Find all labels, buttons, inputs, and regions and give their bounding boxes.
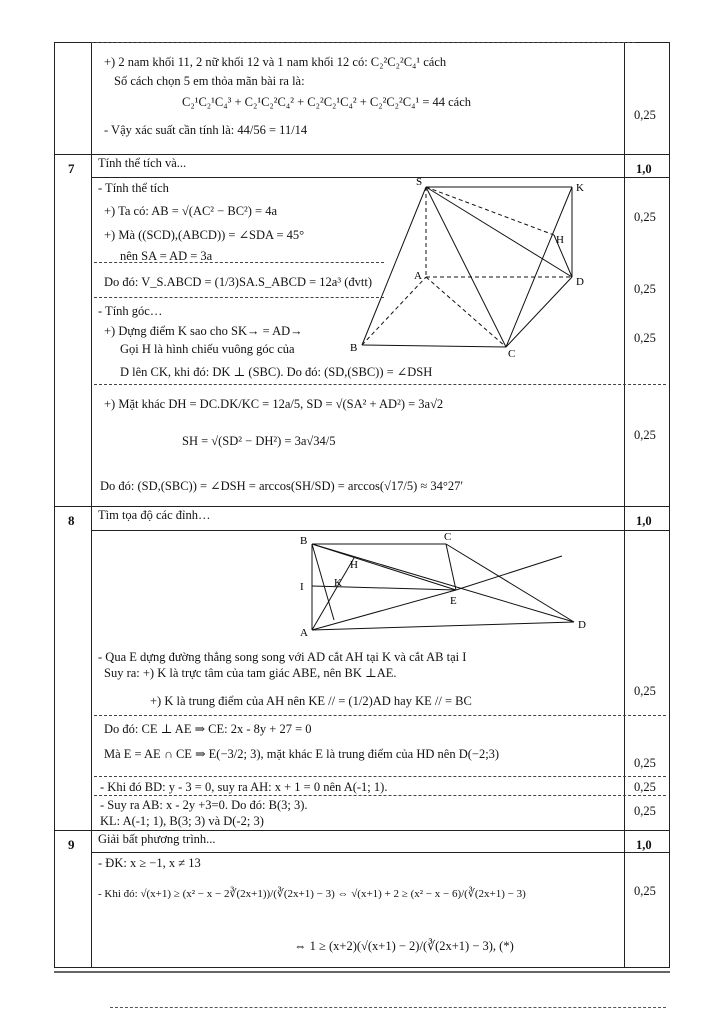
s7-l3: +) Mà ((SCD),(ABCD)) = ∠SDA = 45° <box>104 228 305 242</box>
s7-l11: SH = √(SD² − DH²) = 3a√34/5 <box>182 434 336 448</box>
row-divider-9 <box>54 830 670 831</box>
s8-score-2: 0,25 <box>634 756 656 770</box>
s9-score: 0,25 <box>634 884 656 898</box>
pyramid-figure <box>344 177 594 357</box>
s7-l6: - Tính góc… <box>98 304 163 318</box>
s6-score: 0,25 <box>634 108 656 122</box>
row-divider-8 <box>54 506 670 507</box>
s8-l5: Mà E = AE ∩ CE ⇒ E(−3/2; 3), mặt khác E là trung điểm của HD nên D(−2;3) <box>104 747 500 761</box>
dash-s7-2 <box>94 297 384 298</box>
s7-l8: Gọi H là hình chiếu vuông góc của <box>120 342 295 356</box>
fig8-label-d: D <box>578 619 586 631</box>
s7-l9: D lên CK, khi đó: DK ⊥ (SBC). Do đó: (SD,(SBC)) = ∠DSH <box>120 365 433 379</box>
s7-score-4: 0,25 <box>634 428 656 442</box>
s7-score-1: 0,25 <box>634 210 656 224</box>
fig7-label-h: H <box>556 234 564 246</box>
fig8-label-e: E <box>450 595 457 607</box>
s8-score-4: 0,25 <box>634 804 656 818</box>
s7-l1: - Tính thể tích <box>98 181 169 195</box>
s9-l1: - ĐK: x ≥ −1, x ≠ 13 <box>98 856 201 870</box>
s8-l6: - Khi đó BD: y - 3 = 0, suy ra AH: x + 1 = 0 nên A(-1; 1). <box>100 780 388 794</box>
fig7-label-a: A <box>414 270 422 282</box>
fig7-label-c: C <box>508 348 516 357</box>
s8-l2: Suy ra: +) K là trực tâm của tam giác ABE, nên BK ⊥AE. <box>104 666 397 680</box>
fig7-label-d: D <box>576 276 584 288</box>
row-divider-7 <box>54 154 670 155</box>
dash-s8-1 <box>94 715 666 716</box>
fig7-label-b: B <box>350 342 358 354</box>
s7-l4: nên SA = AD = 3a <box>120 249 213 263</box>
row9-title-divider <box>91 852 670 853</box>
s8-l3: +) K là trung điểm của AH nên KE // = (1/2)AD hay KE // = BC <box>150 694 472 708</box>
s6-line2: Số cách chọn 5 em thỏa mãn bài ra là: <box>114 74 305 88</box>
s8-l8: KL: A(-1; 1), B(3; 3) và D(-2; 3) <box>100 814 264 828</box>
fig8-label-b: B <box>300 535 308 547</box>
s8-l1: - Qua E dựng đường thẳng song song với AD cắt AH tại K và cắt AB tại I <box>98 650 467 664</box>
trapezoid-figure <box>294 530 614 640</box>
s7-score-2: 0,25 <box>634 282 656 296</box>
s6-line1: +) 2 nam khối 11, 2 nữ khối 12 và 1 nam khối 12 có: C₂²C₂²C₄¹ cách <box>104 55 447 69</box>
fig8-label-c: C <box>444 531 452 543</box>
s7-title: Tính thể tích và... <box>98 156 187 170</box>
s8-l4: Do đó: CE ⊥ AE ⇒ CE: 2x - 8y + 27 = 0 <box>104 722 312 736</box>
s7-l5: Do đó: V_S.ABCD = (1/3)SA.S_ABCD = 12a³ (đvtt) <box>104 275 372 289</box>
s8-number: 8 <box>68 513 75 528</box>
fig8-label-i: I <box>300 581 304 593</box>
s8-l7: - Suy ra AB: x - 2y +3=0. Do đó: B(3; 3). <box>100 798 308 812</box>
top-dash <box>91 42 635 43</box>
s8-total: 1,0 <box>636 514 652 528</box>
s7-l2: +) Ta có: AB = √(AC² − BC²) = 4a <box>104 204 278 218</box>
s9-l3: ⇔ 1 ≥ (x+2)(√(x+1) − 2)/(∛(2x+1) − 3), (*) <box>294 939 514 953</box>
fig7-label-k: K <box>576 182 584 194</box>
footer-dash <box>110 1007 666 1008</box>
s7-number: 7 <box>68 161 75 176</box>
fig8-label-k: K <box>334 577 342 589</box>
s7-l7: +) Dựng điểm K sao cho SK→ = AD→ <box>104 324 303 338</box>
dash-s8-3 <box>94 795 666 796</box>
fig8-label-a: A <box>300 627 308 639</box>
fig8-label-h: H <box>350 559 358 571</box>
s9-title: Giải bất phương trình... <box>98 832 216 846</box>
answer-table <box>54 42 670 968</box>
s7-score-3: 0,25 <box>634 331 656 345</box>
dash-s8-2 <box>94 776 666 777</box>
s7-l12: Do đó: (SD,(SBC)) = ∠DSH = arccos(SH/SD) = arccos(√17/5) ≈ 34°27′ <box>100 479 464 493</box>
s6-line4: - Vậy xác suất cần tính là: 44/56 = 11/14 <box>104 123 308 137</box>
s8-title: Tìm tọa độ các đỉnh… <box>98 508 211 522</box>
s6-line3: C₂¹C₂¹C₄³ + C₂¹C₂²C₄² + C₂²C₂¹C₄² + C₂²C₂²C₄¹ = 44 cách <box>182 95 472 109</box>
s7-l10: +) Mặt khác DH = DC.DK/KC = 12a/5, SD = √(SA² + AD²) = 3a√2 <box>104 397 444 411</box>
s8-score-3: 0,25 <box>634 780 656 794</box>
fig7-label-s: S <box>416 177 423 188</box>
s8-score-1: 0,25 <box>634 684 656 698</box>
s9-total: 1,0 <box>636 838 652 852</box>
table-bottom-border <box>54 967 670 968</box>
s9-number: 9 <box>68 837 75 852</box>
footer-rule <box>54 971 670 973</box>
s9-l2: - Khi đó: √(x+1) ≥ (x² − x − 2∛(2x+1))/(∛(2x+1) − 3) ⇔ √(x+1) + 2 ≥ (x² − x − 6)/(∛(2x+1) − 3) <box>98 888 526 900</box>
s7-total: 1,0 <box>636 162 652 176</box>
dash-s7-3 <box>94 384 666 385</box>
